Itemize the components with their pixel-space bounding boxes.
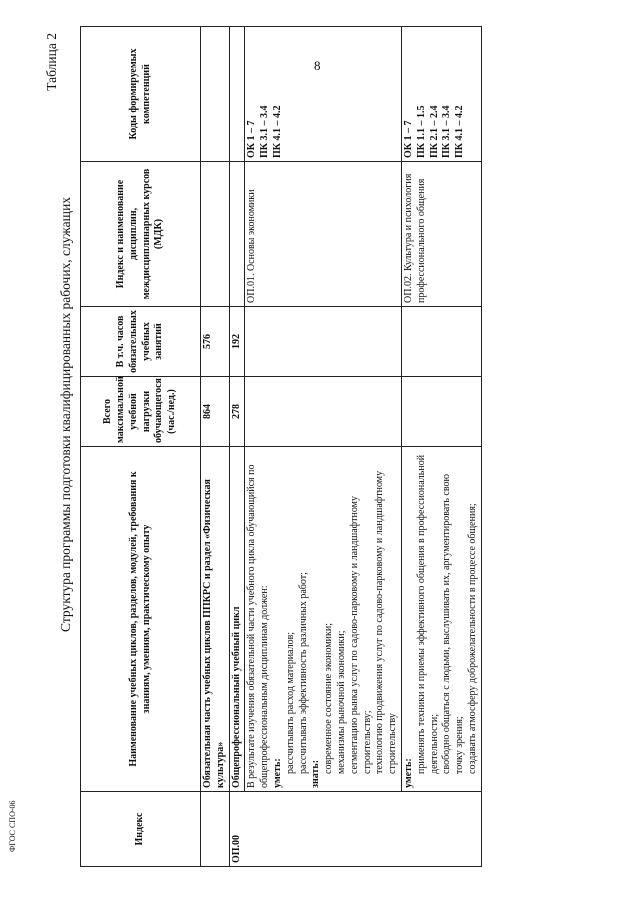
table-row xyxy=(401,27,481,867)
list-item: создавать атмосферу доброжелательности в процессе общения; xyxy=(466,503,478,774)
header-discipline: Индекс и наименование дисциплин, междисциплинарных курсов (МДК) xyxy=(81,162,201,307)
competence-code: ПК 4.1 – 4.2 xyxy=(454,105,466,158)
table-label: Таблица 2 xyxy=(44,33,59,91)
page-number: 8 xyxy=(314,58,321,73)
block1-codes xyxy=(245,27,402,162)
general-total: 278 xyxy=(229,377,245,447)
competence-code: ПК 3.1 – 3.4 xyxy=(259,105,271,158)
list-item: современное состояние экономики; xyxy=(323,622,335,774)
header-codes: Коды формируемых компетенций xyxy=(81,27,201,162)
header-index: Индекс xyxy=(81,792,201,867)
list-item: механизмы рыночной экономики; xyxy=(335,630,347,774)
list-item: сегментацию рынка услуг по садово-парковому и ландшафтному строительству; xyxy=(348,496,373,774)
block1-discipline: ОП.01. Основы экономики xyxy=(245,162,402,307)
title-row xyxy=(38,27,76,867)
list-item: технологию продвижения услуг по садово-парковому и ландшафтному строительству xyxy=(374,470,399,774)
block1-requirements xyxy=(245,447,402,792)
mandatory-classes: 576 xyxy=(201,307,230,377)
block1-umet-label: уметь: xyxy=(271,758,283,788)
competence-code: ОК 1 – 7 xyxy=(402,120,414,158)
competence-code: ПК 3.1 – 3.4 xyxy=(441,105,453,158)
competence-code: ПК 2.1 – 2.4 xyxy=(428,105,440,158)
index-op: ОП.00 xyxy=(229,792,481,867)
block2-discipline: ОП.02. Культура и психология профессионального общения xyxy=(401,162,481,307)
block2-codes xyxy=(401,27,481,162)
table-row xyxy=(229,27,245,867)
table-row xyxy=(201,27,230,867)
header-name: Наименование учебных циклов, разделов, модулей, требования к знаниям, умениям, практическому опыту xyxy=(81,447,201,792)
header-classes: В т.ч. часов обязательных учебных занятий xyxy=(81,307,201,377)
footer-code: ФГОС СПО-06 xyxy=(8,800,17,852)
rotated-page-content xyxy=(38,27,613,867)
header-total: Всего максимальной учебной нагрузки обучающегося (час./нед.) xyxy=(81,377,201,447)
block2-requirements xyxy=(401,447,481,792)
document-title: Структура программы подготовки квалифицированных рабочих, служащих xyxy=(58,196,73,632)
general-classes: 192 xyxy=(229,307,245,377)
list-item: применять техники и приемы эффективного общения в профессиональной деятельности; xyxy=(415,454,440,774)
header-row xyxy=(81,27,201,867)
competence-code: ПК 1.1 – 1.5 xyxy=(415,105,427,158)
competence-code: ОК 1 – 7 xyxy=(246,120,258,158)
block2-umet-label: уметь: xyxy=(402,758,414,788)
mandatory-total: 864 xyxy=(201,377,230,447)
structure-table xyxy=(80,26,482,867)
mandatory-part-name: Обязательная часть учебных циклов ППКРС и раздел «Физическая культура» xyxy=(201,447,230,792)
list-item: свободно общаться с людьми, выслушивать их, аргументировать свою точку зрения; xyxy=(441,474,466,774)
list-item: рассчитывать эффективность различных работ; xyxy=(297,572,309,774)
table-row xyxy=(245,27,402,867)
list-item: рассчитывать расход материалов; xyxy=(284,631,296,774)
general-cycle-name: Общепрофессиональный учебный цикл xyxy=(229,447,245,792)
block1-znat-label: знать: xyxy=(310,759,322,788)
competence-code: ПК 4.1 – 4.2 xyxy=(271,105,283,158)
block1-intro: В результате изучения обязательной части учебного цикла обучающийся по общепрофессиональным дисциплинам должен: xyxy=(246,464,271,788)
